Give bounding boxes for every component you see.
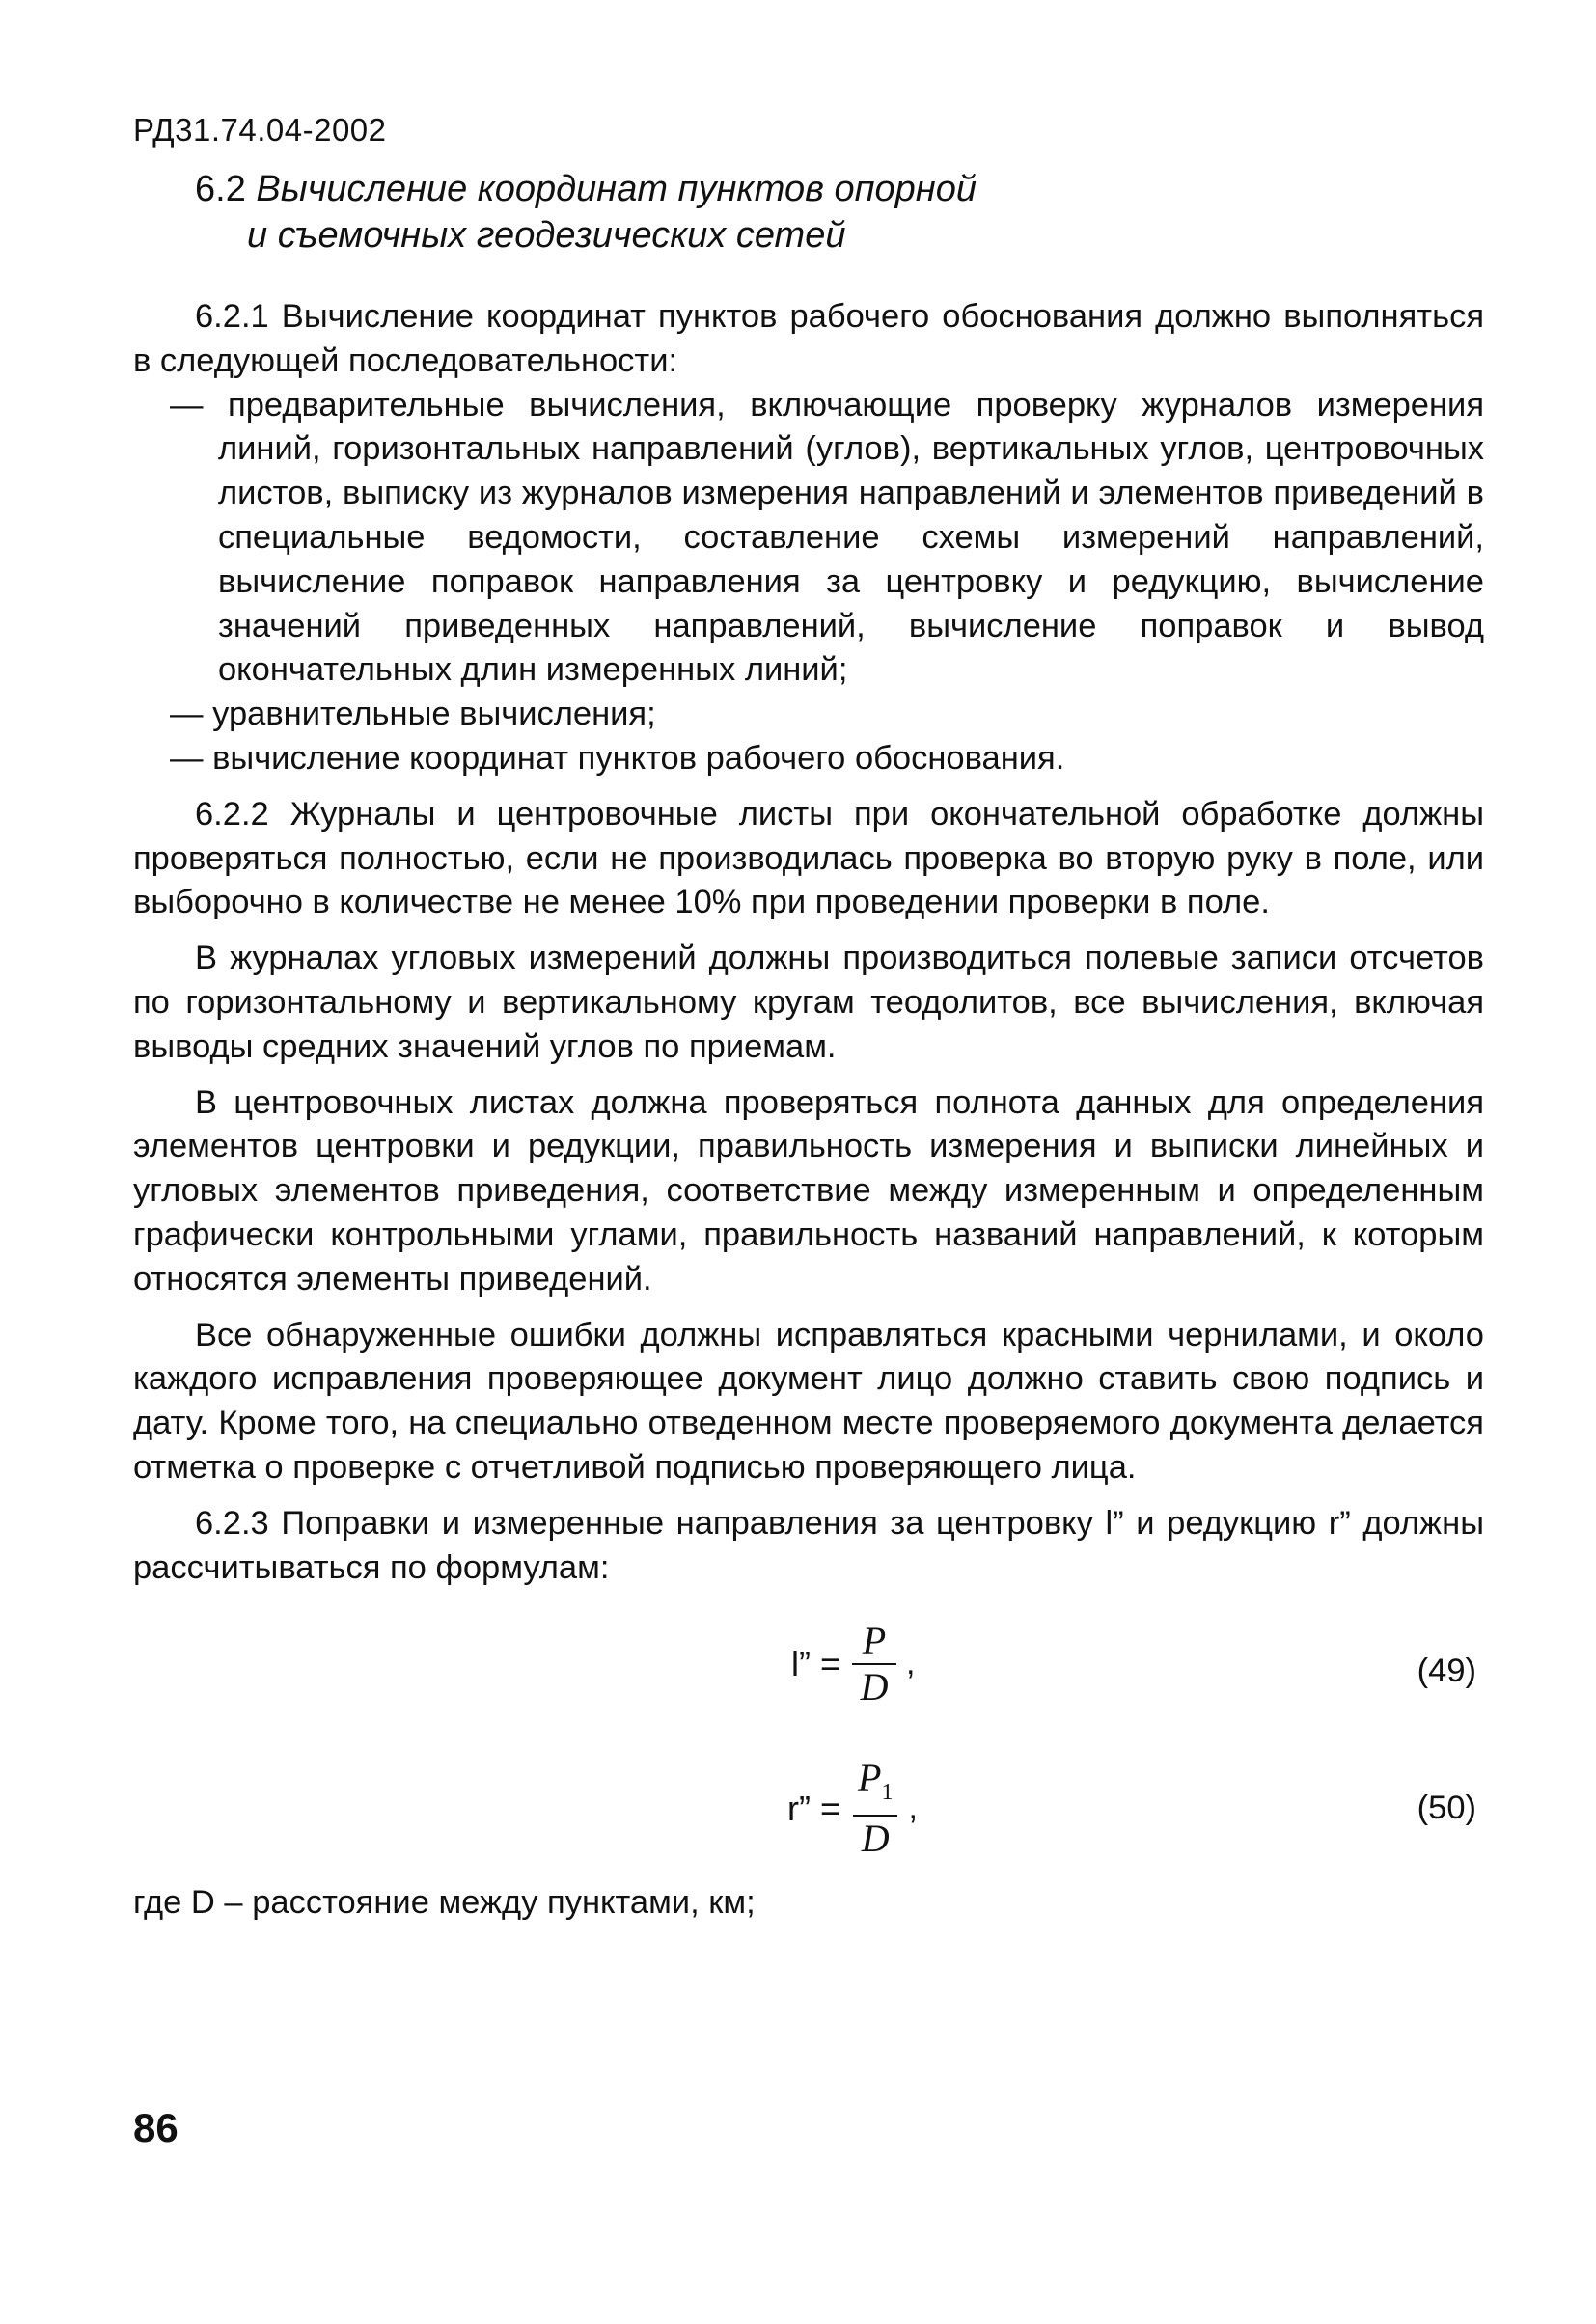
list-item: — вычисление координат пунктов рабочего обоснования.	[170, 739, 1065, 777]
fraction	[852, 1756, 898, 1861]
formula-49	[133, 1619, 1484, 1727]
section-title-line1: Вычисление координат пунктов опорной	[256, 169, 977, 209]
section-title-line2: и съемочных геодезических сетей	[247, 215, 846, 256]
formula-comma: ,	[906, 1645, 916, 1682]
paragraph-6-2-2: 6.2.2 Журналы и центровочные листы при окончательной обработке должны проверяться полностью, если не производилась проверка во вторую руку в поле, или выборочно в количестве не менее 10% при проведении проверки в поле.	[133, 795, 1484, 921]
page-number: 86	[133, 2105, 179, 2150]
formula-comma: ,	[908, 1789, 918, 1826]
numerator-subscript: 1	[881, 1780, 894, 1806]
formula-lhs: l” =	[791, 1644, 841, 1684]
paragraph-centering-sheets: В центровочных листах должна проверяться полнота данных для определения элементов центровки и редукции, правильность измерения и выписки линейных и угловых элементов приведения, соответствие между измеренным и определенным графически контрольными углами, правильность названий направлений, к которым относятся элементы приведений.	[133, 1083, 1484, 1298]
fraction-numerator: $P_1$	[858, 1756, 894, 1806]
paragraph-where: где D – расстояние между пунктами, км;	[133, 1884, 756, 1922]
fraction-denominator: D	[860, 1665, 889, 1709]
document-code: РД31.74.04-2002	[133, 112, 387, 148]
fraction	[852, 1619, 896, 1709]
list-item: — предварительные вычисления, включающие проверку журналов измерения линий, горизонтальных направлений (углов), вертикальных углов, центровочных листов, выписку из журналов измерения направлений и элементов приведений в специальные ведомости, составление схемы измерений направлений, вычисление поправок направления за центровку и редукцию, вычисление значений приведенных направлений, вычисление поправок и вывод окончательных длин измеренных линий;	[170, 386, 1484, 689]
paragraph-6-2-3: 6.2.3 Поправки и измеренные направления за центровку l” и редукцию r” должны рассчитываться по формулам:	[133, 1504, 1484, 1586]
paragraph-6-2-1: 6.2.1 Вычисление координат пунктов рабочего обоснования должно выполняться в следующей последовательности:	[133, 298, 1484, 379]
formula-lhs: r” =	[787, 1788, 841, 1828]
paragraph-journals: В журналах угловых измерений должны производиться полевые записи отсчетов по горизонтальному и вертикальному кругам теодолитов, все вычисления, включая выводы средних значений углов по приемам.	[133, 940, 1484, 1065]
equation-number: (49)	[1417, 1653, 1476, 1690]
formula-50	[133, 1756, 1484, 1864]
section-number: 6.2	[195, 169, 246, 209]
fraction-numerator: P	[862, 1619, 887, 1663]
list-item: — уравнительные вычисления;	[170, 696, 656, 733]
section-title	[195, 166, 977, 259]
equation-number: (50)	[1417, 1790, 1476, 1827]
document-body	[133, 295, 1484, 1926]
paragraph-error-corrections: Все обнаруженные ошибки должны исправляться красными чернилами, и около каждого исправления проверяющее документ лицо должно ставить свою подпись и дату. Кроме того, на специально отведенном месте проверяемого документа делается отметка о проверке с отчетливой подписью проверяющего лица.	[133, 1316, 1484, 1486]
fraction-denominator: D	[861, 1817, 890, 1861]
